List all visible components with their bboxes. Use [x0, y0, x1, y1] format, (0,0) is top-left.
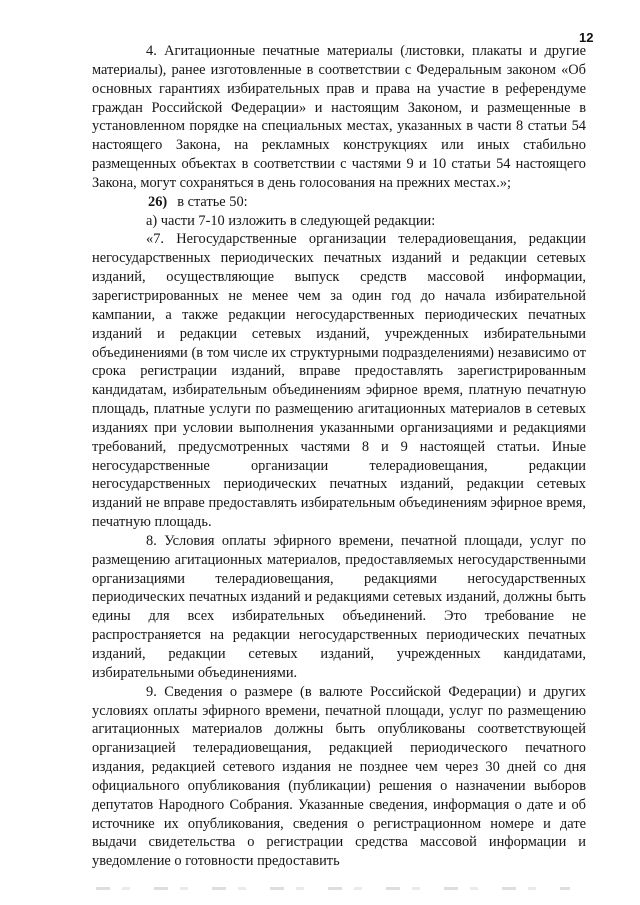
subclause-a: а) части 7-10 изложить в следующей редакции:: [146, 212, 436, 229]
paragraph-part-7: «7. Негосударственные организации телерадиовещания, редакции негосударственных периодических печатных изданий и редакции сетевых изданий, осуществляющие выпуск средств массовой информации, зарегистрированных не менее чем за один год до начала избирательной кампании, а также редакции негосударственных периодических печатных изданий и редакции сетевых изданий, учрежденных избирательными объединениями (в том числе их структурными подразделениями) независимо от срока регистрации изданий, вправе предоставлять зарегистрированным кандидатам, избирательным объединениям эфирное время, платную печатную площадь, платные услуги по размещению агитационных материалов в сетевых изданиях при условии выполнения указанными организациями и редакциями требований, предусмотренных частями 8 и 9 настоящей статьи. Иные негосударственные организации телерадиовещания, редакции негосударственных периодических печатных изданий, редакции сетевых изданий не вправе предоставлять избирательным объединениям эфирное время, печатную площадь.: [92, 231, 586, 531]
paragraph-part-8: 8. Условия оплаты эфирного времени, печатной площади, услуг по размещению агитационных материалов, предоставляемых негосударственными организациями телерадиовещания, редакциями негосударственных периодических печатных изданий и редакциями сетевых изданий, должны быть едины для всех избирательных объединений. Это требование не распространяется на редакции негосударственных периодических печатных изданий, редакции сетевых изданий, учрежденных кандидатами, избирательными объединениями.: [92, 532, 586, 681]
section-heading-text: в статье 50:: [177, 193, 248, 210]
paragraph-part-9: 9. Сведения о размере (в валюте Российской Федерации) и других условиях оплаты эфирного времени, печатной площади, услуг по размещению агитационных материалов должны быть опубликованы соответствующей организацией телерадиовещания, редакцией периодического печатного издания, редакцией сетевого издания не позднее чем через 30 дней со дня официального опубликования (публикации) решения о назначении выборов депутатов Народного Собрания. Указанные сведения, информация о дате и об источнике их опубликования, сведения о регистрационном номере и дате выдачи свидетельства о регистрации средства массовой информации и уведомление о готовности предоставить: [92, 683, 586, 870]
section-number: 26): [148, 193, 168, 210]
section-heading: [92, 193, 586, 212]
page-number: 12: [579, 30, 594, 45]
paragraph-item-4: 4. Агитационные печатные материалы (листовки, плакаты и другие материалы), ранее изготовленные в соответствии с Федеральным законом «Об основных гарантиях избирательных прав и права на участие в референдуме граждан Российской Федерации» и настоящим Законом, и размещенные в установленном порядке на специальных местах, указанных в части 8 статьи 54 настоящего Закона, на рекламных конструкциях или иных стабильно размещенных объектах в соответствии с частями 9 и 10 статьи 54 настоящего Закона, могут сохраняться в день голосования на прежних местах.»;: [92, 43, 586, 191]
scan-artifact-line: [96, 887, 570, 890]
document-body: [92, 42, 586, 871]
